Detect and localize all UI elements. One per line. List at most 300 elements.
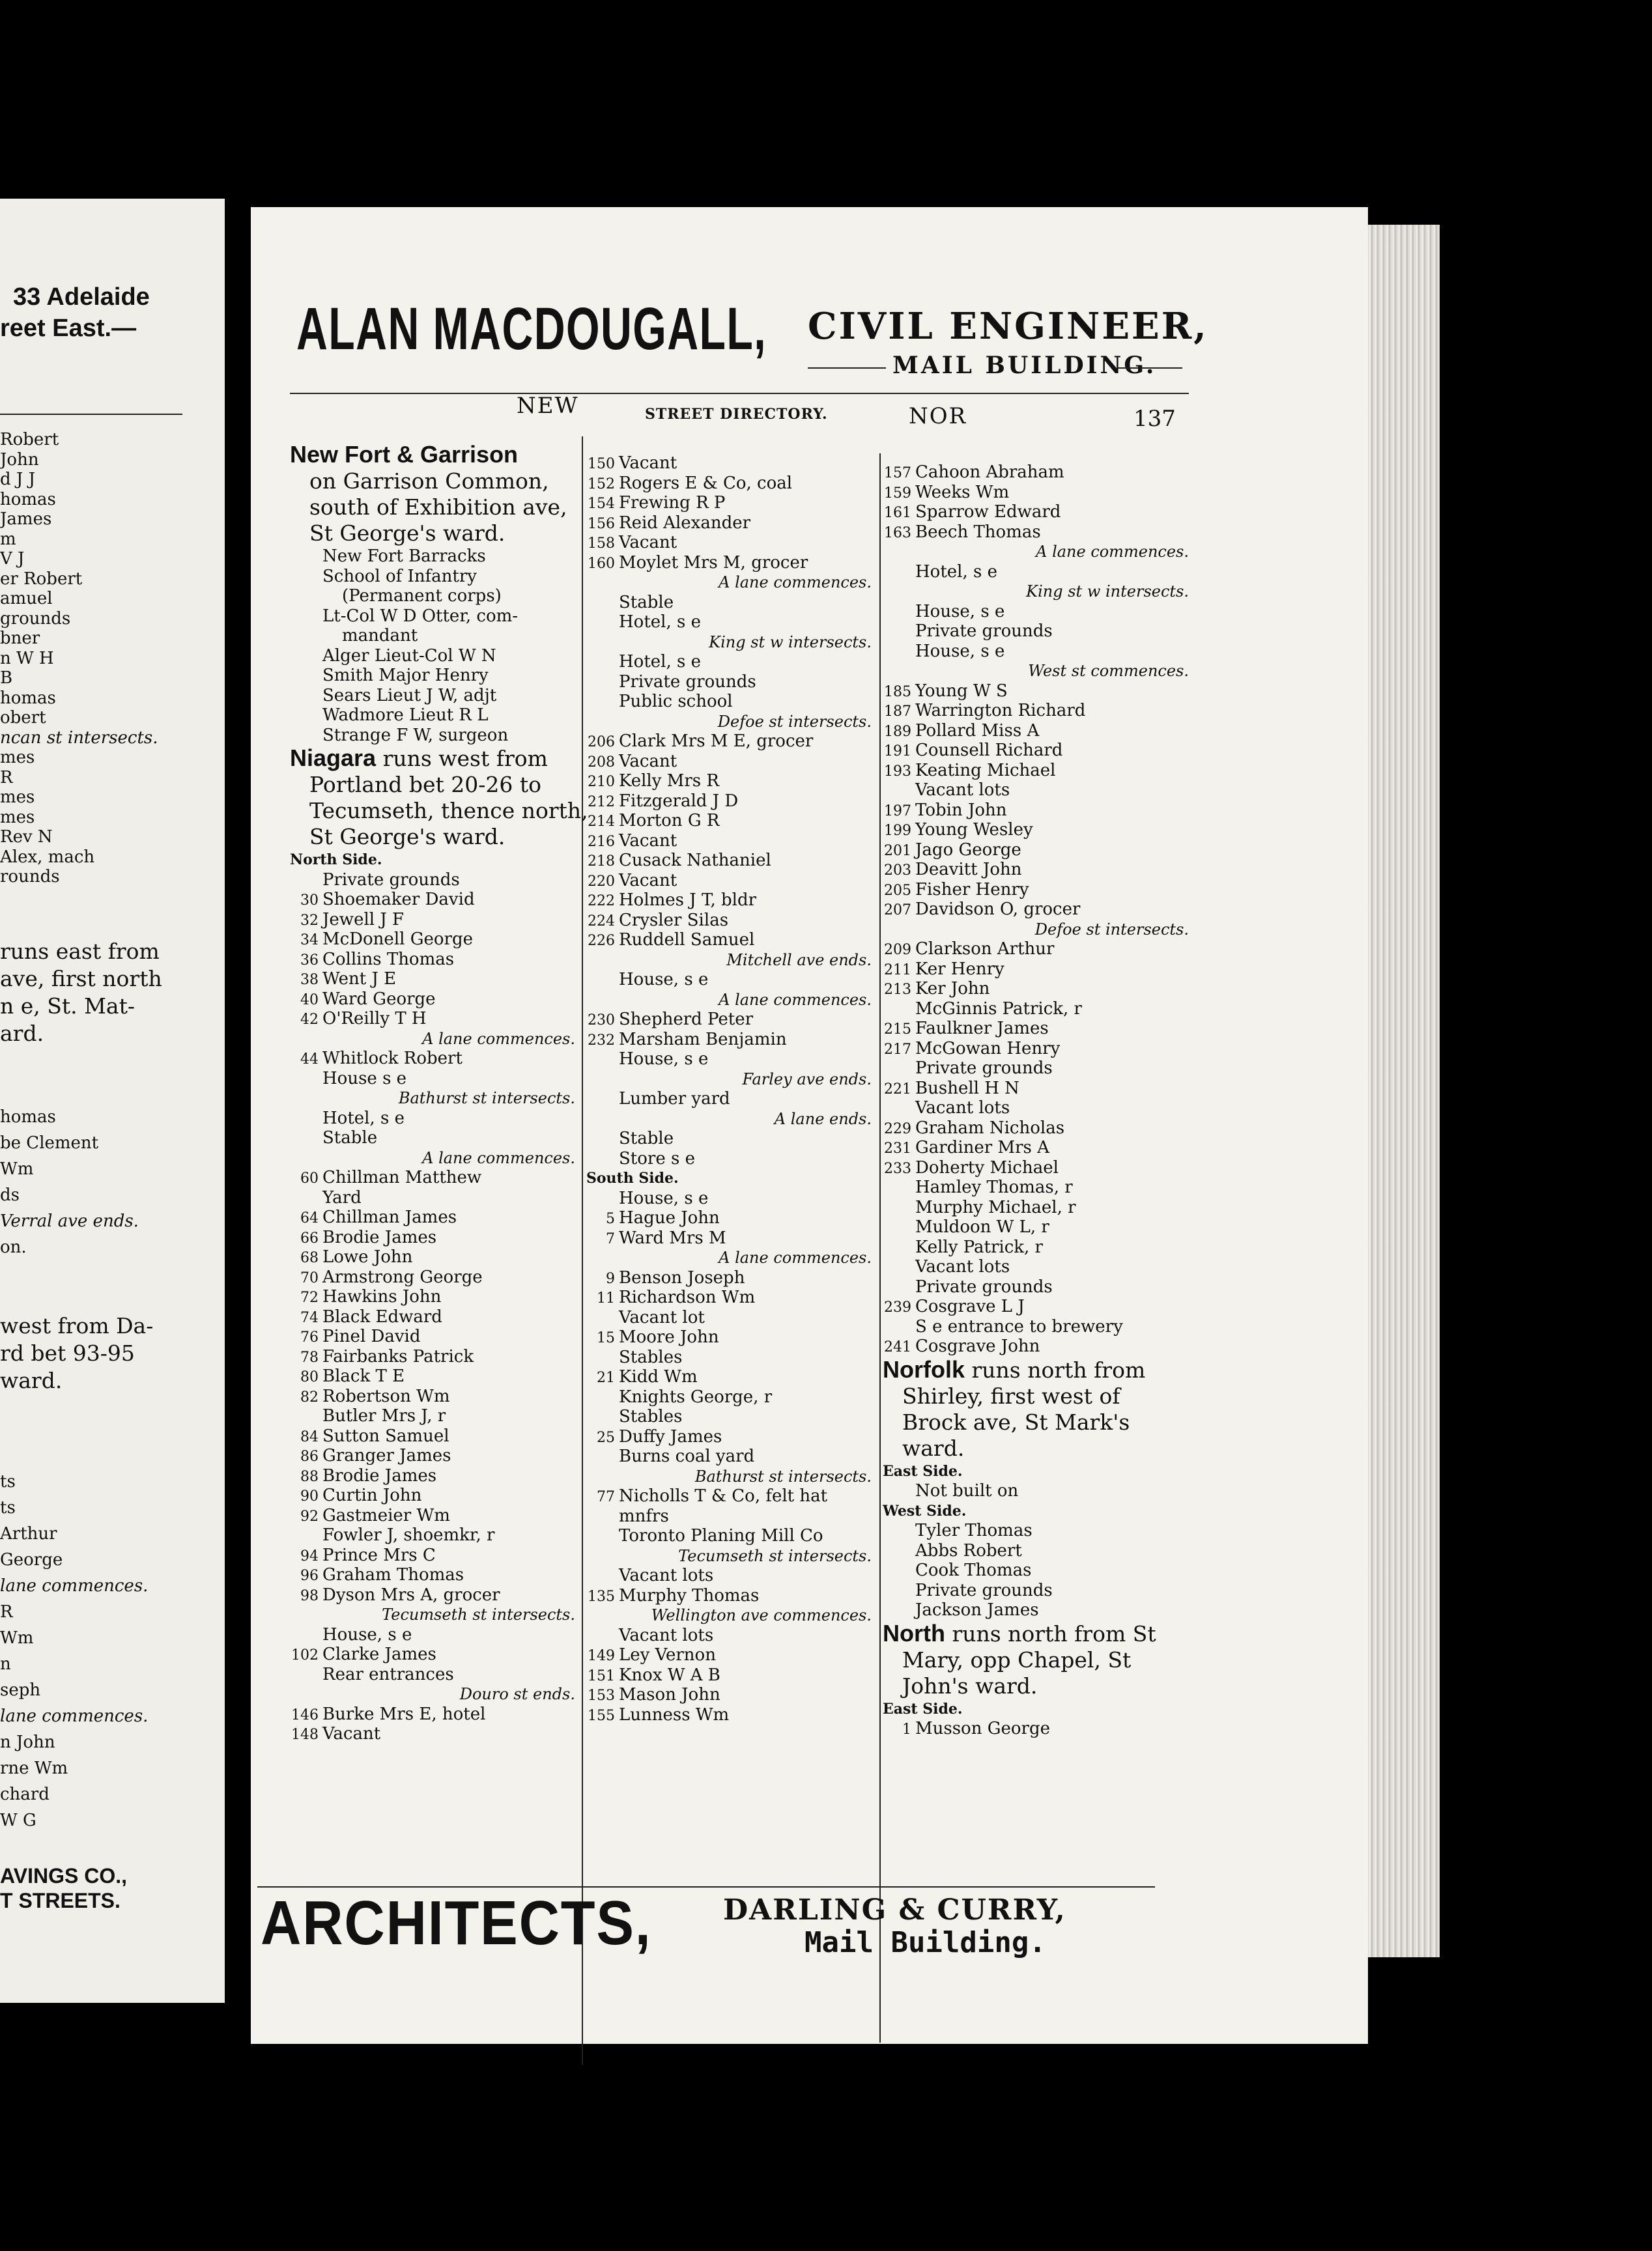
street-description: runs west from [376,746,548,771]
occupant-name: Vacant [619,830,677,851]
house-number: 221 [884,1081,911,1097]
occupant-name: Shoemaker David [322,890,475,909]
house-number: 38 [300,972,319,988]
street-name: Norfolk [883,1355,965,1383]
entry-unnumbered: Stable [322,1128,378,1148]
street-note: King st w intersects. [709,632,872,651]
directory-entry [586,1665,878,1686]
house-number: 232 [588,1032,615,1049]
occupant-name: Bushell H N [915,1078,1019,1098]
house-number: 216 [588,833,615,850]
occupant-name: Collins Thomas [322,949,455,969]
book-page-edges [1368,225,1440,1957]
footer-architects: ARCHITECTS, [261,1888,652,1958]
occupant-name: Fairbanks Patrick [322,1346,474,1366]
entry-unnumbered: House, s e [915,601,1005,621]
side-heading: West Side. [883,1502,967,1520]
street-heading [883,1621,1195,1647]
entry-unnumbered: Cook Thomas [915,1561,1032,1580]
directory-entry [883,681,1195,701]
directory-entry [290,1327,582,1347]
left-fragment: mes [0,748,35,767]
house-number: 212 [588,793,615,810]
house-number: 231 [884,1140,911,1157]
house-number: 191 [884,743,911,759]
entry-unnumbered: Fowler J, shoemkr, r [322,1525,495,1545]
entry-unnumbered: Sears Lieut J W, adjt [322,685,497,705]
directory-entry [290,1307,582,1327]
house-number: 159 [884,485,911,502]
entry-unnumbered: Hotel, s e [619,612,702,632]
occupant-name: Deavitt John [915,860,1022,879]
street-note: West st commences. [1028,662,1189,680]
occupant-name: Gardiner Mrs A [915,1138,1049,1157]
street-note: Bathurst st intersects. [694,1467,872,1486]
street-heading [883,1357,1195,1383]
entry-unnumbered: House, s e [322,1624,412,1645]
house-number: 92 [300,1508,319,1525]
column-1 [290,441,588,1744]
occupant-name: Crysler Silas [619,910,729,930]
house-number: 201 [884,842,911,859]
house-number: 207 [884,902,911,918]
house-number: 226 [588,933,615,949]
street-note: A lane commences. [422,1148,575,1167]
street-note: A lane commences. [719,990,872,1009]
entry-unnumbered: House, s e [915,641,1005,661]
directory-entry [586,890,878,911]
occupant-name: Vacant [619,870,677,890]
entry-unnumbered: Wadmore Lieut R L [322,705,489,725]
street-note: Defoe st intersects. [1034,920,1189,939]
directory-entry [883,860,1195,880]
street-name: New Fort & Garrison [290,441,519,468]
occupant-name: Ker John [915,979,990,998]
left-fragment-list-3 [0,1469,148,1833]
entry-unnumbered: Vacant lot [619,1307,705,1327]
entry-unnumbered: Private grounds [915,621,1053,641]
house-number: 209 [884,942,911,958]
directory-entry [883,939,1195,959]
directory-entry [586,871,878,891]
entry-unnumbered: Knights George, r [619,1387,773,1407]
directory-entry [883,899,1195,920]
occupant-name: Ker Henry [915,959,1004,979]
occupant-name: Vacant [619,533,677,552]
directory-entry [586,771,878,791]
entry-unnumbered: House s e [322,1068,407,1088]
directory-entry [883,1118,1195,1139]
house-number: 193 [884,763,911,780]
entry-unnumbered: Private grounds [619,672,756,692]
header-subtitle: MAIL BUILDING. [892,352,1157,379]
left-fragment: mes [0,787,35,807]
occupant-name: Cosgrave L J [915,1297,1025,1316]
left-fragment: lane commences. [0,1706,149,1726]
directory-entry [883,741,1195,761]
left-fragment: Arthur [0,1524,57,1544]
directory-entry [586,1228,878,1249]
directory-entry [290,1565,582,1585]
occupant-name: O'Reilly T H [322,1009,427,1028]
street-note: Tecumseth st intersects. [382,1606,575,1624]
left-fragment: rounds [0,867,60,886]
directory-entry [290,1347,582,1367]
left-fragment: Robert [0,430,59,449]
directory-entry [290,890,582,910]
house-number: 42 [300,1012,319,1028]
occupant-name: Shepherd Peter [619,1010,754,1029]
entry-unnumbered: S e entrance to brewery [915,1316,1123,1337]
occupant-name: Doherty Michael [915,1157,1059,1178]
left-paragraph-1 [0,938,162,1047]
occupant-name: Pinel David [322,1327,421,1346]
left-paragraph-line: rd bet 93-95 [0,1340,135,1366]
left-paragraph-line: n e, St. Mat- [0,993,135,1019]
left-header-rule [0,414,182,415]
occupant-name: Knox W A B [619,1665,720,1685]
left-fragment: amuel [0,589,53,608]
directory-entry [883,701,1195,721]
house-number: 32 [300,912,319,929]
entry-unnumbered: Vacant lots [619,1566,714,1585]
left-fragment: ts [0,1472,16,1492]
street-description-line: south of Exhibition ave, [309,494,567,520]
occupant-name: Fisher Henry [915,879,1029,899]
directory-entry [586,493,878,513]
left-fragment: Verral ave ends. [0,1211,139,1231]
directory-entry [586,1010,878,1030]
directory-entry [586,1208,878,1228]
street-note: Bathurst st intersects. [398,1089,575,1107]
occupant-name: Sutton Samuel [322,1426,449,1446]
occupant-name: Weeks Wm [915,482,1010,502]
occupant-name: Vacant [619,751,677,771]
entry-unnumbered: School of Infantry [322,566,477,586]
house-number: 15 [597,1330,615,1346]
house-number: 11 [597,1290,615,1307]
occupant-name: Keating Michael [915,760,1056,780]
directory-entry [290,1506,582,1526]
directory-entry [290,1247,582,1267]
occupant-name: Morton G R [619,811,720,830]
street-note: Mitchell ave ends. [726,950,872,969]
occupant-name: Clark Mrs M E, grocer [619,731,814,751]
house-number: 102 [291,1647,319,1663]
occupant-name: Clarkson Arthur [915,939,1055,959]
house-number: 158 [588,535,615,552]
house-number: 25 [597,1429,615,1446]
house-number: 72 [300,1290,319,1306]
entry-continuation: (Permanent corps) [342,586,502,606]
house-number: 36 [300,952,319,969]
left-fragment-list-2 [0,1104,139,1260]
occupant-name: Moore John [619,1327,719,1347]
house-number: 90 [300,1488,319,1505]
house-number: 70 [300,1269,319,1286]
house-number: 220 [588,873,615,890]
house-number: 156 [588,515,615,532]
entry-unnumbered: Public school [619,692,733,711]
directory-entry [586,533,878,553]
directory-entry [586,930,878,950]
directory-entry [586,1586,878,1606]
entry-unnumbered: Vacant lots [915,1098,1010,1118]
directory-entry [290,989,582,1010]
running-head-right: NOR [909,403,967,429]
left-fragment: bner [0,629,40,648]
occupant-name: Lunness Wm [619,1705,730,1725]
directory-entry [586,1427,878,1447]
directory-entry [883,462,1195,483]
occupant-name: Ward George [322,989,436,1009]
directory-entry [586,811,878,831]
directory-entry [883,1019,1195,1039]
occupant-name: Lowe John [322,1247,413,1267]
occupant-name: Ruddell Samuel [619,930,755,950]
directory-entry [290,910,582,930]
occupant-name: Sparrow Edward [915,502,1061,522]
directory-entry [883,721,1195,741]
entry-unnumbered: House, s e [619,970,709,989]
entry-unnumbered: Hotel, s e [619,652,702,672]
entry-unnumbered: Vacant lots [915,1257,1010,1277]
directory-entry [883,1297,1195,1317]
left-fragment: grounds [0,608,71,629]
house-number: 148 [291,1727,319,1743]
directory-entry [586,1486,878,1507]
occupant-name: Rogers E & Co, coal [619,473,793,493]
directory-entry [290,929,582,950]
entry-unnumbered: Lumber yard [619,1089,730,1109]
left-fragment: James [0,509,52,529]
left-fragment: Wm [0,1159,34,1179]
occupant-name: Dyson Mrs A, grocer [322,1585,500,1605]
occupant-name: Graham Thomas [322,1565,464,1585]
occupant-name: Ward Mrs M [619,1228,726,1248]
house-number: 205 [884,882,911,899]
street-note: Tecumseth st intersects. [678,1546,872,1565]
occupant-name: Chillman Matthew [322,1168,482,1187]
directory-entry [586,1645,878,1665]
left-fragment: on. [0,1238,27,1257]
left-fragment: d J J [0,470,36,489]
directory-entry [883,840,1195,860]
street-description-line: John's ward. [902,1673,1038,1699]
occupant-name: Vacant [322,1724,381,1744]
left-header-line2: reet East.— [0,315,137,342]
left-fragment: homas [0,489,56,509]
house-number: 199 [884,823,911,839]
footer-firm: DARLING & CURRY, [723,1893,1066,1927]
occupant-name: Young W S [915,681,1008,701]
house-number: 229 [884,1120,911,1137]
directory-entry [586,752,878,772]
house-number: 21 [597,1370,615,1386]
left-fragment: obert [0,708,46,728]
entry-unnumbered: Vacant lots [619,1625,714,1645]
house-number: 154 [588,496,615,512]
house-number: 135 [588,1588,615,1605]
left-fragment: B [0,668,13,688]
house-number: 157 [884,465,911,481]
entry-unnumbered: Private grounds [322,870,460,890]
directory-entry [586,1327,878,1348]
entry-unnumbered: Burns coal yard [619,1447,755,1466]
occupant-name: Benson Joseph [619,1267,745,1288]
house-number: 74 [300,1309,319,1326]
house-number: 5 [606,1211,615,1227]
directory-entry [883,522,1195,543]
entry-unnumbered: Vacant lots [915,780,1010,800]
occupant-name: Robertson Wm [322,1386,450,1406]
occupant-name: Counsell Richard [915,741,1063,760]
directory-entry [290,1228,582,1248]
left-fragment: homas [0,688,56,708]
directory-entry [290,1267,582,1288]
directory-entry [883,502,1195,522]
street-description-line: St George's ward. [309,824,506,849]
directory-entry [586,1685,878,1705]
directory-entry [883,1079,1195,1099]
occupant-name: Moylet Mrs M, grocer [619,552,808,573]
house-number: 155 [588,1707,615,1724]
street-description-line: Tecumseth, thence north, [309,798,588,823]
street-note: King st w intersects. [1026,582,1189,601]
house-number: 233 [884,1160,911,1177]
left-fragment: be Clement [0,1133,99,1153]
occupant-name: Nicholls T & Co, felt hat [619,1486,828,1506]
occupant-name: Curtin John [322,1486,422,1505]
entry-unnumbered: Jackson James [915,1600,1039,1620]
left-footer-line1: AVINGS CO., [0,1864,127,1888]
left-fragment: Rev N [0,827,53,847]
entry-unnumbered: Hamley Thomas, r [915,1178,1073,1197]
entry-unnumbered: McGinnis Patrick, r [915,998,1082,1019]
house-number: 152 [588,475,615,492]
directory-entry [883,959,1195,980]
side-heading: East Side. [883,1462,963,1480]
header-name: ALAN MACDOUGALL, [296,296,767,362]
entry-unnumbered: Abbs Robert [915,1540,1022,1561]
entry-unnumbered: Stable [619,1129,674,1148]
directory-entry [290,1009,582,1029]
house-number: 146 [291,1706,319,1723]
street-heading [290,745,582,772]
occupant-name: Prince Mrs C [322,1545,436,1565]
occupant-name: Mason John [619,1685,720,1705]
left-fragment: R [0,1602,13,1622]
street-name: North [883,1619,945,1647]
street-note: A lane commences. [422,1029,575,1048]
directory-entry [586,831,878,851]
house-number: 149 [588,1648,615,1664]
house-number: 203 [884,862,911,879]
running-head-center: STREET DIRECTORY. [645,406,828,423]
left-fragment: Alex, mach [0,847,95,867]
entry-unnumbered: Alger Lieut-Col W N [322,645,496,666]
occupant-name: Fitzgerald J D [619,791,739,811]
directory-entry [883,1719,1195,1739]
directory-entry [883,979,1195,999]
occupant-name: Went J E [322,969,397,989]
occupant-name: Faulkner James [915,1019,1049,1038]
directory-entry [290,1705,582,1725]
directory-entry [290,1724,582,1744]
house-number: 206 [588,734,615,750]
directory-entry [290,1466,582,1486]
house-number: 185 [884,683,911,700]
entry-unnumbered: Muldoon W L, r [915,1217,1049,1237]
occupant-name: Duffy James [619,1426,722,1447]
occupant-name: Burke Mrs E, hotel [322,1704,486,1724]
left-fragment: n John [0,1733,55,1752]
street-note: Defoe st intersects. [717,712,872,731]
left-footer-line2: T STREETS. [0,1889,121,1912]
house-number: 208 [588,754,615,771]
house-number: 78 [300,1349,319,1366]
left-fragment: ts [0,1498,16,1518]
occupant-name: Vacant [619,453,677,473]
street-description: runs north from St [945,1621,1156,1647]
street-description: runs north from [965,1357,1146,1383]
directory-entry [586,553,878,573]
house-number: 160 [588,555,615,572]
left-paragraph-line: west from Da- [0,1313,154,1338]
left-page-fragment [0,199,225,2003]
house-number: 98 [300,1587,319,1604]
directory-entry [586,474,878,494]
house-number: 88 [300,1468,319,1485]
occupant-name: Musson George [915,1719,1050,1738]
entry-unnumbered: Hotel, s e [915,561,998,582]
house-number: 7 [606,1230,615,1247]
directory-entry [290,1426,582,1447]
entry-unnumbered: Yard [322,1187,362,1208]
left-fragment: ds [0,1185,20,1205]
occupant-name: McDonell George [322,929,473,949]
house-number: 218 [588,853,615,870]
entry-unnumbered: Not built on [915,1481,1019,1501]
entry-unnumbered: House, s e [619,1188,709,1208]
entry-unnumbered: Rear entrances [322,1664,454,1684]
left-fragment: mes [0,807,35,827]
directory-entry [586,1705,878,1725]
left-fragment: V J [0,549,25,569]
entry-unnumbered: Stables [619,1347,683,1367]
left-fragment: rne Wm [0,1759,68,1778]
house-number: 215 [884,1021,911,1038]
occupant-name: Armstrong George [322,1267,483,1287]
entry-unnumbered: Private grounds [915,1580,1053,1600]
occupant-name: Hague John [619,1208,720,1228]
entry-unnumbered: New Fort Barracks [322,546,486,566]
entry-unnumbered: Strange F W, surgeon [322,725,509,745]
occupant-name: Warrington Richard [915,701,1086,720]
left-fragment: W G [0,1811,36,1830]
entry-unnumbered: House, s e [619,1049,709,1069]
left-fragment: homas [0,1107,56,1127]
occupant-name: Tobin John [915,800,1007,820]
street-note: A lane commences. [719,1249,872,1267]
street-note: A lane ends. [774,1109,872,1128]
left-fragment: R [0,767,13,787]
left-paragraph-line: ard. [0,1021,44,1046]
house-number: 239 [884,1299,911,1316]
entry-unnumbered: Private grounds [915,1277,1053,1297]
directory-entry [586,1268,878,1288]
directory-entry [290,1208,582,1228]
